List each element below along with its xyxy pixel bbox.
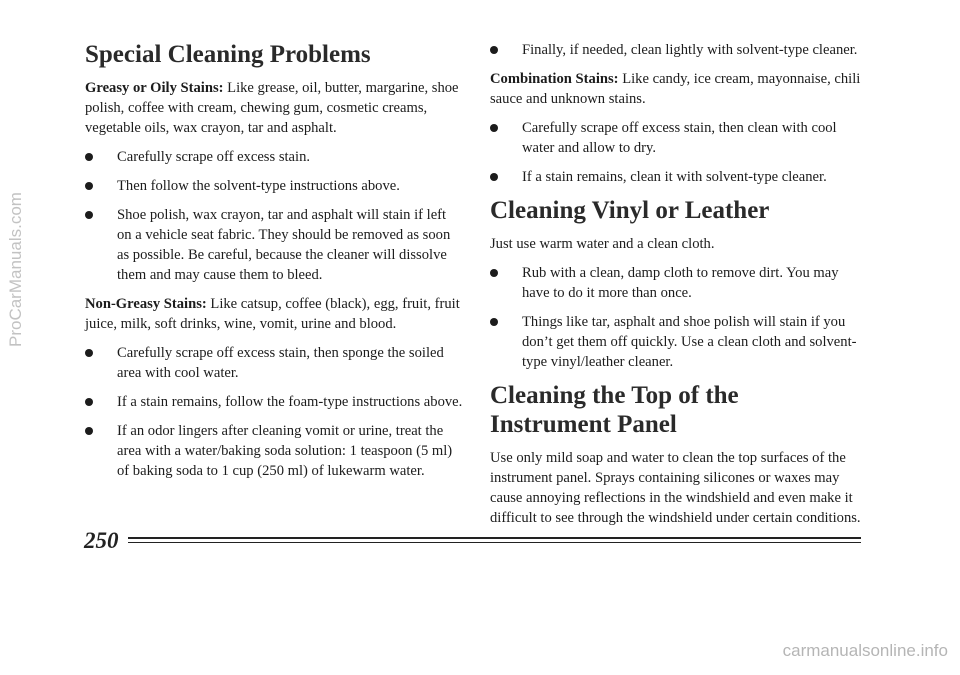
- instrument-panel-text: Use only mild soap and water to clean the top surfaces of the instrument panel. Sprays containing silicones or waxes may cause annoying reflections in the windshield and even make it difficult to see through the windshield under certain conditions.: [490, 450, 861, 526]
- list-item-text: Things like tar, asphalt and shoe polish will stain if you don’t get them off quickly. Use a clean cloth and solvent-type vinyl/leather cleaner.: [522, 314, 857, 370]
- list-item-text: Rub with a clean, damp cloth to remove dirt. You may have to do it more than once.: [522, 265, 839, 301]
- list-item: [85, 343, 463, 383]
- bullet-icon: [490, 173, 498, 181]
- combination-stains-paragraph: [490, 69, 862, 109]
- combination-bullet-list: [490, 118, 862, 187]
- left-column: [85, 40, 463, 490]
- list-item-text: If a stain remains, follow the foam-type instructions above.: [117, 394, 463, 410]
- list-item-text: Then follow the solvent-type instructions above.: [117, 178, 400, 194]
- side-watermark: ProCarManuals.com: [6, 192, 25, 348]
- greasy-stains-paragraph: [85, 78, 463, 138]
- bullet-icon: [490, 318, 498, 326]
- list-item-text: Finally, if needed, clean lightly with solvent-type cleaner.: [522, 42, 858, 58]
- list-item-text: If a stain remains, clean it with solvent-type cleaner.: [522, 169, 827, 185]
- list-item: [490, 118, 862, 158]
- bullet-icon: [85, 398, 93, 406]
- vinyl-intro: Just use warm water and a clean cloth.: [490, 236, 715, 252]
- bottom-watermark: carmanualsonline.info: [782, 641, 948, 660]
- right-column: [490, 40, 862, 537]
- bullet-icon: [490, 46, 498, 54]
- list-item: [490, 263, 862, 303]
- list-item: [85, 392, 463, 412]
- list-item: [85, 176, 463, 196]
- bullet-icon: [85, 211, 93, 219]
- bullet-icon: [85, 153, 93, 161]
- combination-stains-lead: Combination Stains:: [490, 71, 619, 87]
- bullet-icon: [490, 124, 498, 132]
- list-item: [85, 205, 463, 285]
- bullet-icon: [85, 349, 93, 357]
- footer-rule: [128, 537, 861, 539]
- list-item-text: Carefully scrape off excess stain, then sponge the soiled area with cool water.: [117, 345, 444, 381]
- list-item: [490, 167, 862, 187]
- vinyl-leather-heading: Cleaning Vinyl or Leather: [490, 197, 770, 224]
- greasy-stains-lead: Greasy or Oily Stains:: [85, 80, 224, 96]
- bullet-icon: [85, 182, 93, 190]
- list-item: [490, 312, 862, 372]
- list-item: [85, 421, 463, 481]
- list-item: [85, 147, 463, 167]
- bullet-icon: [85, 427, 93, 435]
- nongreasy-stains-text: Like catsup, coffee (black), egg, fruit, fruit juice, milk, soft drinks, wine, vomit, urine and blood.: [85, 296, 460, 332]
- nongreasy-stains-lead: Non-Greasy Stains:: [85, 296, 207, 312]
- list-item-text: Shoe polish, wax crayon, tar and asphalt will stain if left on a vehicle seat fabric. They should be removed as soon as possible. Be careful, because the cleaner will dissolve them and may cause them to bleed.: [117, 207, 451, 283]
- combination-stains-text: Like candy, ice cream, mayonnaise, chili sauce and unknown stains.: [490, 71, 861, 107]
- list-item-text: Carefully scrape off excess stain, then clean with cool water and allow to dry.: [522, 120, 837, 156]
- special-cleaning-heading: Special Cleaning Problems: [85, 41, 371, 68]
- nongreasy-stains-paragraph: [85, 294, 463, 334]
- vinyl-bullet-list: [490, 263, 862, 372]
- list-item-text: Carefully scrape off excess stain.: [117, 149, 311, 165]
- list-item-text: If an odor lingers after cleaning vomit or urine, treat the area with a water/baking soda solution: 1 teaspoon (5 ml) of baking soda to 1 cup (250 ml) of lukewarm water.: [117, 423, 453, 479]
- solvent-bullet-list: [490, 40, 862, 60]
- nongreasy-bullet-list: [85, 343, 463, 481]
- bullet-icon: [490, 269, 498, 277]
- footer-rule-thin: [128, 542, 861, 543]
- list-item: [490, 40, 862, 60]
- greasy-bullet-list: [85, 147, 463, 285]
- greasy-stains-text: Like grease, oil, butter, margarine, shoe polish, coffee with cream, chewing gum, cosmetic creams, vegetable oils, wax crayon, tar and asphalt.: [85, 80, 459, 136]
- page-number: 250: [84, 528, 119, 553]
- instrument-panel-heading: Cleaning the Top of the Instrument Panel: [490, 382, 739, 438]
